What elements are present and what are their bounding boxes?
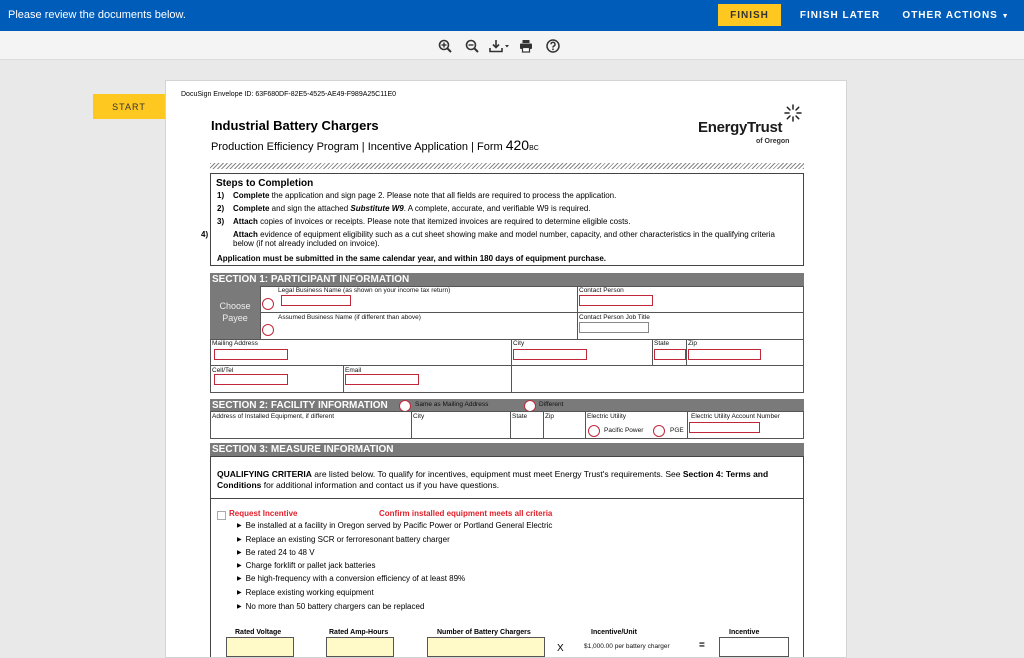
choose-payee-label: Choose Payee <box>210 286 260 340</box>
cell-tel-label: Cell/Tel <box>212 367 234 374</box>
logo-sub: of Oregon <box>756 138 790 145</box>
city-label: City <box>513 340 525 347</box>
criterion-item: ▶ Charge forklift or pallet jack batteries <box>237 561 375 570</box>
incentive-unit-value: $1,000.00 per battery charger <box>584 643 670 650</box>
incentive-total-field[interactable] <box>719 637 789 657</box>
qualifying-criteria-box <box>210 456 804 499</box>
equals-symbol: = <box>699 640 705 651</box>
other-actions-button[interactable] <box>900 4 1012 26</box>
rated-amp-hours-header: Rated Amp-Hours <box>329 629 389 636</box>
review-message: Please review the documents below. <box>8 9 186 21</box>
zoom-in-icon[interactable] <box>436 37 454 55</box>
document-toolbar <box>0 31 1024 60</box>
criterion-item: ▶ No more than 50 battery chargers can be replaced <box>237 602 424 611</box>
pacific-power-label: Pacific Power <box>604 427 644 434</box>
form-subtitle <box>211 137 539 153</box>
cell-tel-field[interactable] <box>214 374 288 385</box>
signing-header <box>0 0 1024 31</box>
rated-amp-hours-field[interactable] <box>326 637 394 657</box>
email-label: Email <box>345 367 362 374</box>
criterion-item: ▶ Be rated 24 to 48 V <box>237 548 315 557</box>
number-of-chargers-header: Number of Battery Chargers <box>437 629 531 636</box>
pge-radio[interactable] <box>653 425 665 437</box>
form-suffix: BC <box>529 145 539 152</box>
header-divider <box>210 163 804 169</box>
print-icon[interactable] <box>517 37 535 55</box>
section-3-heading: SECTION 3: MEASURE INFORMATION <box>210 443 804 456</box>
finish-button[interactable]: FINISH <box>718 4 781 26</box>
legal-name-label: Legal Business Name (as shown on your income tax return) <box>278 287 451 294</box>
state-field[interactable] <box>654 349 686 360</box>
steps-heading: Steps to Completion <box>216 178 314 189</box>
criterion-item: ▶ Replace an existing SCR or ferroresonant battery charger <box>237 535 450 544</box>
facility-city-label: City <box>413 413 425 420</box>
email-field[interactable] <box>345 374 419 385</box>
state-label: State <box>654 340 670 347</box>
facility-city-cell <box>411 411 511 439</box>
pacific-power-radio[interactable] <box>588 425 600 437</box>
request-incentive-label: Request Incentive <box>229 509 298 518</box>
form-number: 420 <box>505 137 530 153</box>
rated-voltage-field[interactable] <box>226 637 294 657</box>
electric-utility-label: Electric Utility <box>587 413 627 420</box>
steps-to-completion <box>201 173 804 266</box>
contact-person-field[interactable] <box>579 295 653 306</box>
sunburst-icon <box>782 102 804 124</box>
envelope-id: DocuSign Envelope ID: 63F680DF-82E5-4525-AE49-F989A25C11E0 <box>181 91 397 98</box>
facility-zip-label: Zip <box>545 413 555 420</box>
logo-main: EnergyTrust <box>698 119 783 136</box>
criterion-item: ▶ Be high-frequency with a conversion efficiency of at least 89% <box>237 574 465 583</box>
criterion-item: ▶ Be installed at a facility in Oregon served by Pacific Power or Portland General Electric <box>237 521 552 530</box>
contact-title-field[interactable] <box>579 322 649 333</box>
pge-label: PGE <box>670 427 684 434</box>
facility-state-label: State <box>512 413 528 420</box>
times-symbol: X <box>557 643 564 654</box>
legal-name-field[interactable] <box>281 295 351 306</box>
contact-title-label: Contact Person Job Title <box>579 314 650 321</box>
step-1: 1) Complete the application and sign page 2. Please note that all fields are required to process the application. <box>217 191 617 200</box>
confirm-criteria-label: Confirm installed equipment meets all criteria <box>379 509 553 518</box>
payee-legal-radio[interactable] <box>262 298 274 310</box>
installed-address-label: Address of Installed Equipment, if different <box>212 413 335 420</box>
mailing-address-field[interactable] <box>214 349 288 360</box>
criterion-item: ▶ Replace existing working equipment <box>237 588 374 597</box>
zoom-out-icon[interactable] <box>463 37 481 55</box>
contact-person-label: Contact Person <box>579 287 624 294</box>
incentive-header: Incentive <box>729 629 760 636</box>
payee-assumed-radio[interactable] <box>262 324 274 336</box>
step-4: 4) Attach evidence of equipment eligibility such as a cut sheet showing make and model number, capacity, and other characteristics in the qualifying criteria below (if not already included on invoice). <box>201 230 775 248</box>
zip-field[interactable] <box>688 349 761 360</box>
step-3: 3) Attach copies of invoices or receipts. Please note that itemized invoices are required to determine eligible costs. <box>217 217 631 226</box>
help-icon[interactable] <box>544 37 562 55</box>
section-2-heading: SECTION 2: FACILITY INFORMATION <box>210 399 804 412</box>
account-number-label: Electric Utility Account Number <box>691 413 780 420</box>
caret-down-icon: ▼ <box>1001 12 1010 20</box>
other-actions-label: OTHER ACTIONS <box>902 9 998 21</box>
incentive-unit-header: Incentive/Unit <box>591 629 637 636</box>
number-of-chargers-field[interactable] <box>427 637 545 657</box>
form-title: Industrial Battery Chargers <box>211 118 379 133</box>
different-label: Different <box>539 401 564 408</box>
qualifying-criteria-text: QUALIFYING CRITERIA are listed below. To qualify for incentives, equipment must meet Energy Trust's requirements. See Section 4: Terms and Conditions for additional information and contact us if you have questions. <box>217 469 769 490</box>
form-subtitle-text: Production Efficiency Program | Incentive Application | Form <box>211 141 506 153</box>
step-2: 2) Complete and sign the attached Substitute W9. A complete, accurate, and verifiable W9 is required. <box>217 204 591 213</box>
energy-trust-logo <box>698 119 808 149</box>
rated-voltage-header: Rated Voltage <box>235 629 282 636</box>
section-1-heading: SECTION 1: PARTICIPANT INFORMATION <box>210 273 804 286</box>
blank-cell <box>511 365 804 393</box>
start-button[interactable]: START <box>93 94 165 119</box>
same-as-mailing-label: Same as Mailing Address <box>415 401 489 408</box>
city-field[interactable] <box>513 349 587 360</box>
finish-later-button[interactable]: FINISH LATER <box>795 4 885 26</box>
zip-label: Zip <box>688 340 698 347</box>
mailing-address-label: Mailing Address <box>212 340 258 347</box>
measure-box <box>210 499 804 658</box>
steps-footer: Application must be submitted in the same calendar year, and within 180 days of equipment purchase. <box>217 254 606 263</box>
assumed-name-label: Assumed Business Name (if different than above) <box>278 314 421 321</box>
download-icon[interactable] <box>488 37 512 55</box>
account-number-field[interactable] <box>689 422 760 433</box>
request-incentive-checkbox[interactable] <box>217 511 226 520</box>
document-page <box>165 80 847 658</box>
